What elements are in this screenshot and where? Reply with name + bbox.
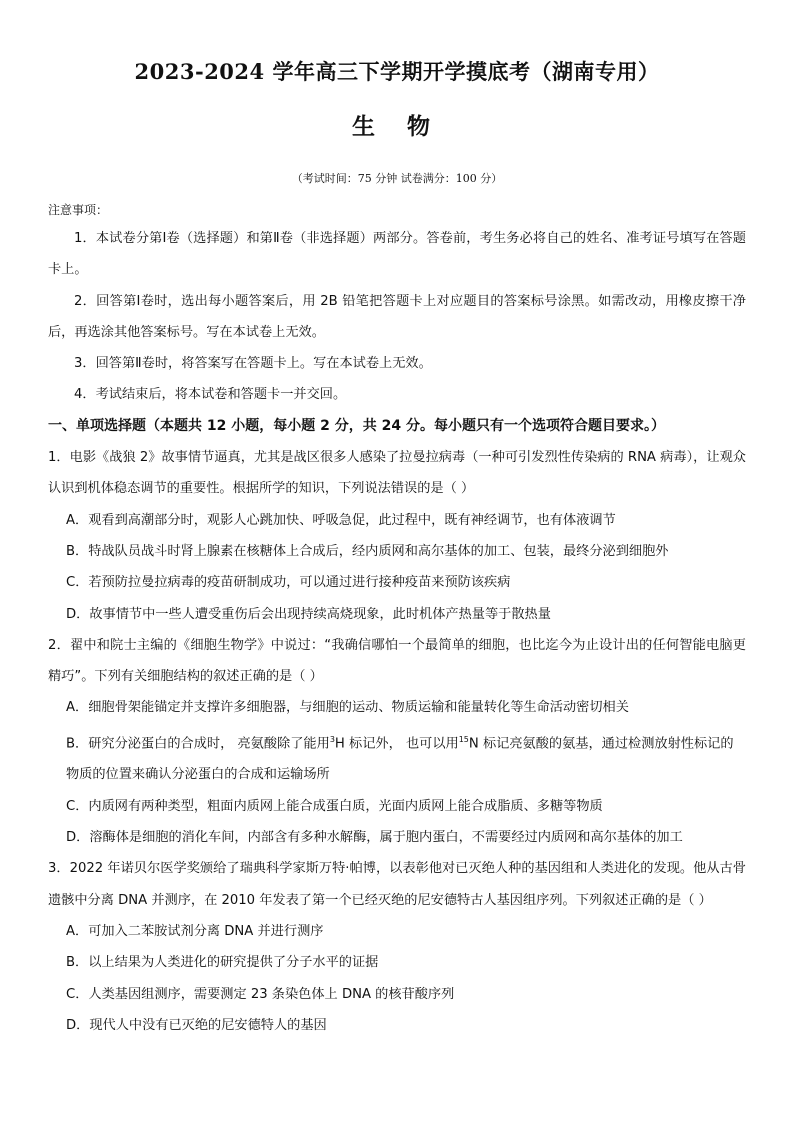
question-2-stem: 2．翟中和院士主编的《细胞生物学》中说过：“我确信哪怕一个最简单的细胞，也比迄今为止设计出的任何智能电脑更精巧”。下列有关细胞结构的叙述正确的是（ ）: [48, 637, 746, 685]
option-b-prefix: B．研究分泌蛋白的合成时， 亮氨酸除了能用: [66, 736, 330, 752]
question-2-option-d: D．溶酶体是细胞的消化车间，内部含有多种水解酶，属于胞内蛋白，不需要经过内质网和高尔基体的加工: [66, 830, 683, 846]
question-2-option-a: A．细胞骨架能锚定并支撑许多细胞器，与细胞的运动、物质运输和能量转化等生命活动密切相关: [66, 700, 629, 716]
question-1-option-a: A．观看到高潮部分时，观影人心跳加快、呼吸急促，此过程中，既有神经调节，也有体液调节: [66, 512, 616, 528]
subject-title: 生 物: [351, 113, 442, 140]
note-item-4: 4．考试结束后，将本试卷和答题卡一并交回。: [74, 387, 347, 403]
note-item-3: 3．回答第Ⅱ卷时，将答案写在答题卡上。写在本试卷上无效。: [74, 356, 432, 372]
question-3-option-d: D．现代人中没有已灭绝的尼安德特人的基因: [66, 1017, 327, 1033]
option-b-suffix: N 标记亮氨酸的氨基，通过检测放射性标记的物质的位置来确认分泌蛋白的合成和运输场所: [66, 736, 734, 783]
isotope-n15-sup: 15: [458, 734, 469, 744]
question-1-option-b: B．特战队员战斗时肾上腺素在核糖体上合成后，经内质网和高尔基体的加工、包装，最终分泌到细胞外: [66, 543, 669, 559]
notes-heading: 注意事项：: [48, 203, 109, 217]
question-2-option-c: C．内质网有两种类型，粗面内质网上能合成蛋白质，光面内质网上能合成脂质、多糖等物质: [66, 798, 603, 814]
isotope-h3-sup: 3: [329, 734, 335, 744]
exam-content: [48, 199, 746, 1041]
question-2-option-b: [48, 724, 746, 791]
section-heading: 一、单项选择题（本题共 12 小题，每小题 2 分，共 24 分。每小题只有一个选项符合题目要求。）: [48, 417, 665, 434]
question-3-option-a: A．可加入二苯胺试剂分离 DNA 并进行测序: [66, 923, 324, 939]
question-3-option-b: B．以上结果为人类进化的研究提供了分子水平的证据: [66, 955, 379, 971]
question-1-option-d: D．故事情节中一些人遭受重伤后会出现持续高烧现象，此时机体产热量等于散热量: [66, 606, 551, 622]
question-3-stem: 3．2022 年诺贝尔医学奖颁给了瑞典科学家斯万特·帕博，以表彰他对已灭绝人种的基因组和人类进化的发现。他从古骨遗骸中分离 DNA 并测序，在 2010 年发表了第一个已经灭绝的尼安德特古人基因组序列。下列叙述正确的是（ ）: [48, 861, 746, 908]
question-1-stem: 1．电影《战狼 2》故事情节逼真，尤其是战区很多人感染了拉曼拉病毒（一种可引发烈性传染病的 RNA 病毒），让观众认识到机体稳态调节的重要性。根据所学的知识，下列说法错误的是（ ）: [48, 450, 746, 497]
option-b-mid: H 标记外， 也可以用: [334, 736, 459, 752]
question-3-option-c: C．人类基因组测序，需要测定 23 条染色体上 DNA 的核苷酸序列: [66, 986, 455, 1002]
note-item-1: 1．本试卷分第Ⅰ卷（选择题）和第Ⅱ卷（非选择题）两部分。答卷前，考生务必将自己的姓名、准考证号填写在答题卡上。: [48, 231, 746, 278]
question-1-option-c: C．若预防拉曼拉病毒的疫苗研制成功，可以通过进行接种疫苗来预防该疾病: [66, 575, 511, 591]
exam-title: 2023-2024 学年高三下学期开学摸底考（湖南专用）: [134, 59, 660, 84]
exam-info: （考试时间：75 分钟 试卷满分：100 分）: [291, 172, 503, 185]
note-item-2: 2．回答第Ⅰ卷时，选出每小题答案后，用 2B 铅笔把答题卡上对应题目的答案标号涂黑。如需改动，用橡皮擦干净后，再选涂其他答案标号。写在本试卷上无效。: [48, 293, 746, 340]
